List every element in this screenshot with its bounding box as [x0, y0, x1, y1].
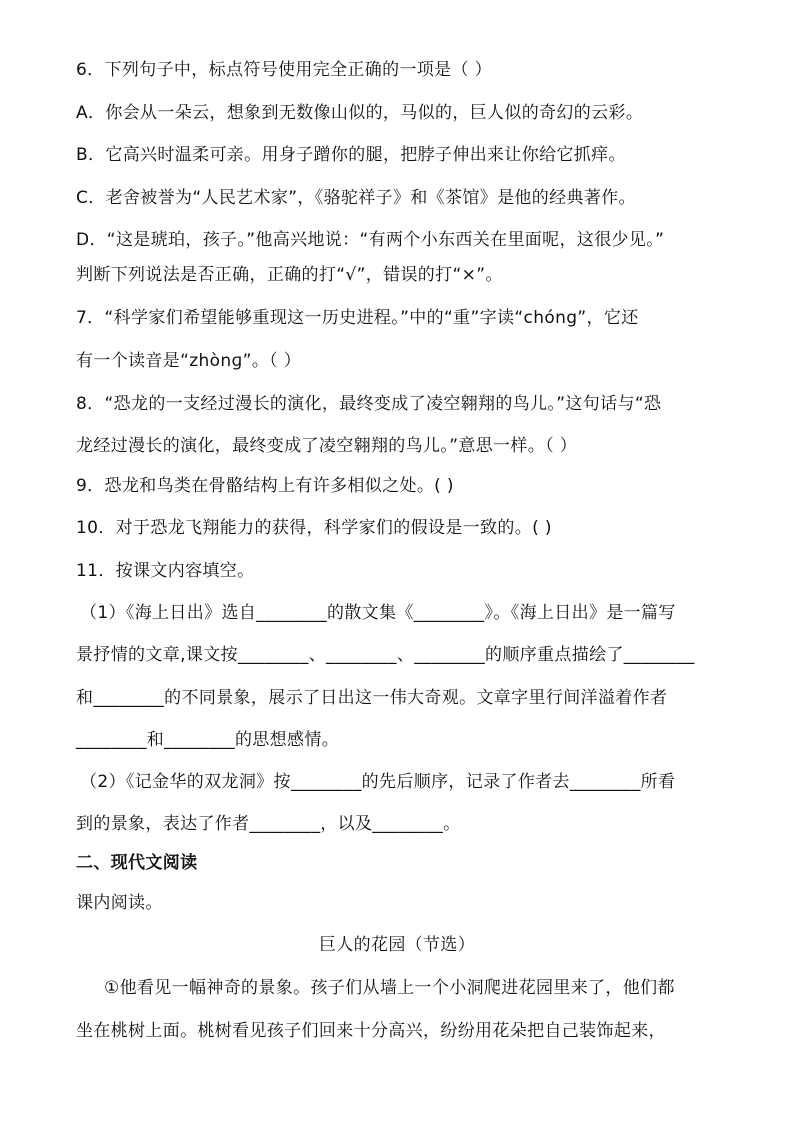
- option-a: A．你会从一朵云，想象到无数像山似的，马似的，巨人似的奇幻的云彩。: [76, 103, 644, 123]
- fill-blank-2-line-2: 到的景象，表达了作者________，以及________。: [76, 814, 461, 834]
- fill-blank-1-line-3: 和________的不同景象，展示了日出这一伟大奇观。文章字里行间洋溢着作者: [76, 688, 668, 708]
- question-11: 11．按课文内容填空。: [76, 561, 255, 581]
- question-8-line-1: 8．“恐龙的一支经过漫长的演化，最终变成了凌空翱翔的鸟儿。”这句话与“恐: [76, 394, 662, 414]
- reading-instruction: 课内阅读。: [76, 893, 163, 913]
- question-9: 9．恐龙和鸟类在骨骼结构上有许多相似之处。( ): [76, 476, 454, 496]
- fill-blank-1-line-1: （1）《海上日出》选自________的散文集《________》。《海上日出》是一篇写: [80, 603, 676, 623]
- judgement-instruction: 判断下列说法是否正确，正确的打“√”，错误的打“×”。: [76, 265, 503, 285]
- section-heading: 二、现代文阅读: [76, 853, 198, 873]
- option-c: C．老舍被誉为“人民艺术家”，《骆驼祥子》和《茶馆》是他的经典著作。: [76, 188, 636, 208]
- fill-blank-1-line-4: ________和________的思想感情。: [76, 730, 340, 750]
- question-10: 10．对于恐龙飞翔能力的获得，科学家们的假设是一致的。( ): [76, 518, 552, 538]
- option-b: B．它高兴时温柔可亲。用身子蹭你的腿，把脖子伸出来让你给它抓痒。: [76, 145, 626, 165]
- passage-title: 巨人的花园（节选）: [318, 935, 476, 955]
- question-6: 6．下列句子中，标点符号使用完全正确的一项是（ ）: [76, 60, 492, 80]
- option-d: D．“这是琥珀，孩子。”他高兴地说：“有两个小东西关在里面呢，这很少见。”: [76, 230, 665, 250]
- question-7-line-1: 7．“科学家们希望能够重现这一历史进程。”中的“重”字读“chóng”，它还: [76, 308, 639, 328]
- question-7-line-2: 有一个读音是“zhònɡ”。（ ）: [76, 351, 302, 371]
- fill-blank-1-line-2: 景抒情的文章,课文按________、________、________的顺序重点描绘了________: [76, 645, 695, 665]
- fill-blank-2-line-1: （2）《记金华的双龙洞》按________的先后顺序，记录了作者去________所看: [80, 772, 676, 792]
- passage-line-1: ①他看见一幅神奇的景象。孩子们从墙上一个小洞爬进花园里来了，他们都: [104, 978, 675, 998]
- passage-line-2: 坐在桃树上面。桃树看见孩子们回来十分高兴，纷纷用花朵把自己装饰起来，: [76, 1021, 666, 1041]
- question-8-line-2: 龙经过漫长的演化，最终变成了凌空翱翔的鸟儿。”意思一样。（ ）: [76, 436, 578, 456]
